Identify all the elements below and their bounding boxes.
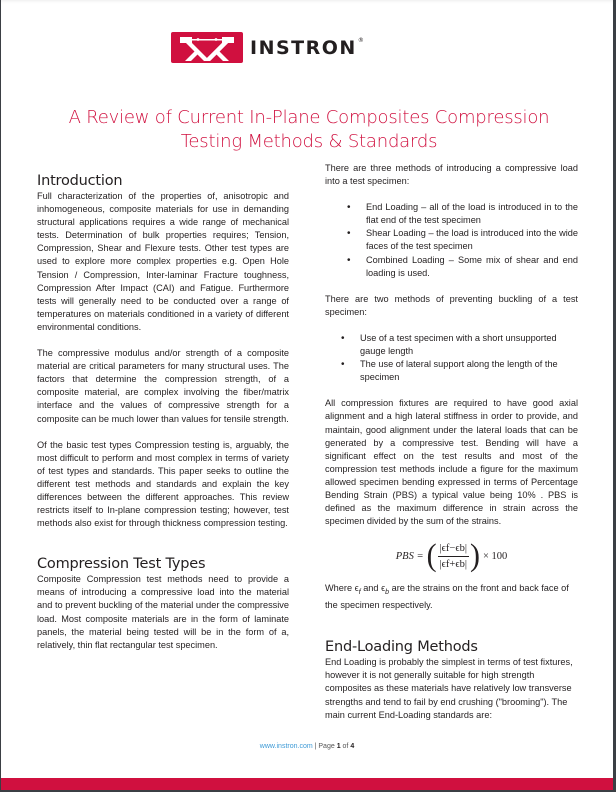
- compression-test-types-heading: Compression Test Types: [37, 556, 206, 573]
- current-page: 1: [336, 743, 341, 750]
- load-methods-intro: There are three methods of introducing a compressive load into a test specimen:: [325, 163, 578, 187]
- intro-paragraph-1: Full characterization of the properties of, anisotropic and inhomogeneous, composite materials for use in demanding structural applications requires a wide range of mechanical tests. Determination of bulk properties requires; Tension, Compression, Shear and Flexure tests. Other test types are used to explore more complex properties e.g. Open Hole Tension / Compression, Inter-laminar Fracture toughness, Compression After Impact (CAI) and Fatigue. Furthermore tests will generally need to be conducted over a range of temperatures on materials conditioned in a variety of different environmental conditions.: [37, 191, 289, 332]
- equation-numerator: |ϵf−ϵb|: [438, 542, 469, 557]
- equation-denominator: |ϵf+ϵb|: [439, 558, 467, 570]
- left-column: [37, 172, 289, 652]
- buckling-methods-list: [325, 332, 578, 384]
- list-item: • End Loading – all of the load is introduced in to the flat end of the test specimen: [366, 201, 578, 227]
- pbs-equation: PBS = ( $\frac{|\epsilon f-\epsilon b|}{|\epsilon f+\epsilon b|}$ ) × 100: [395, 538, 508, 574]
- compression-test-types-paragraph: Composite Compression test methods need to provide a means of introducing a compressive load into the material and to prevent buckling of the material under the compressive load. Most composite materials are in the form of laminate panels, the material being tested will be in the form of a, relatively, thin flat rectangular test specimen.: [37, 574, 289, 650]
- equation-rhs: × 100: [482, 550, 508, 562]
- list-item: • Combined Loading – Some mix of shear and end loading is used.: [366, 254, 578, 280]
- brand-name: INSTRON®: [250, 36, 366, 59]
- right-column: [325, 162, 578, 722]
- intro-paragraph-3: Of the basic test types Compression testing is, arguably, the most difficult to perform and most complex in terms of variety of test types and standards. This paper seeks to outline the different test methods and standards and explain the key differences between the different approaches. This review restricts itself to In-plane compression testing; however, test methods also exist for through thickness compression testing.: [37, 439, 289, 529]
- load-methods-list: [325, 201, 578, 280]
- fixtures-paragraph: All compression fixtures are required to have good axial alignment and a high lateral stiffness in order to provide, and maintain, good alignment under the lateral loads that can be generated by a compressive test. Bending will have a significant effect on the test results and most of the compression test methods include a figure for the maximum allowed specimen bending expressed in terms of Percentage Bending Strain (PBS) a typical value being 10% . PBS is defined as the maximum difference in strain across the specimen divided by the sum of the strains.: [325, 398, 578, 527]
- instron-crossed-figure-logo-icon: [171, 32, 243, 63]
- buckling-methods-intro: There are two methods of preventing buckling of a test specimen:: [325, 293, 578, 317]
- list-item: • Shear Loading – the load is introduced into the wide faces of the test specimen: [366, 227, 578, 253]
- equation-lhs: PBS =: [395, 550, 424, 562]
- title-line-1: A Review of Current In-Plane Composites Compression: [68, 107, 550, 128]
- total-pages: 4: [350, 743, 355, 750]
- document-title: [41, 106, 577, 154]
- end-loading-heading: End-Loading Methods: [325, 639, 478, 656]
- footer-accent-bar: [1, 778, 613, 790]
- page-footer: www.instron.com | Page 1 of 4: [259, 743, 355, 750]
- document-page: [1, 0, 613, 790]
- list-item: • The use of lateral support along the length of the specimen: [360, 358, 578, 384]
- title-line-2: Testing Methods & Standards: [180, 131, 438, 152]
- intro-paragraph-2: The compressive modulus and/or strength of a composite material are critical parameters for many structural uses. The factors that determine the compression strength, of a composite material, are complex involving the fiber/matrix interface and the values of compressive strength for a composite can be much lower than values for tensile strength.: [37, 348, 289, 424]
- end-loading-paragraph: End Loading is probably the simplest in terms of test fixtures, however it is not generally suitable for high strength composites as these materials have relatively low transverse strengths and tend to fail by end crushing ("brooming"). The main current End-Loading standards are:: [325, 657, 573, 720]
- equation-fraction: [438, 542, 469, 571]
- strain-definition: Where $\epsilon_f$ and $\epsilon_b$ are the strains on the front and back face of the specimen respectively.: [325, 583, 569, 611]
- introduction-heading: Introduction: [37, 173, 123, 189]
- instron-logo: [171, 31, 381, 64]
- website-link[interactable]: www.instron.com: [259, 743, 313, 750]
- list-item: • Use of a test specimen with a short unsupported gauge length: [360, 332, 578, 358]
